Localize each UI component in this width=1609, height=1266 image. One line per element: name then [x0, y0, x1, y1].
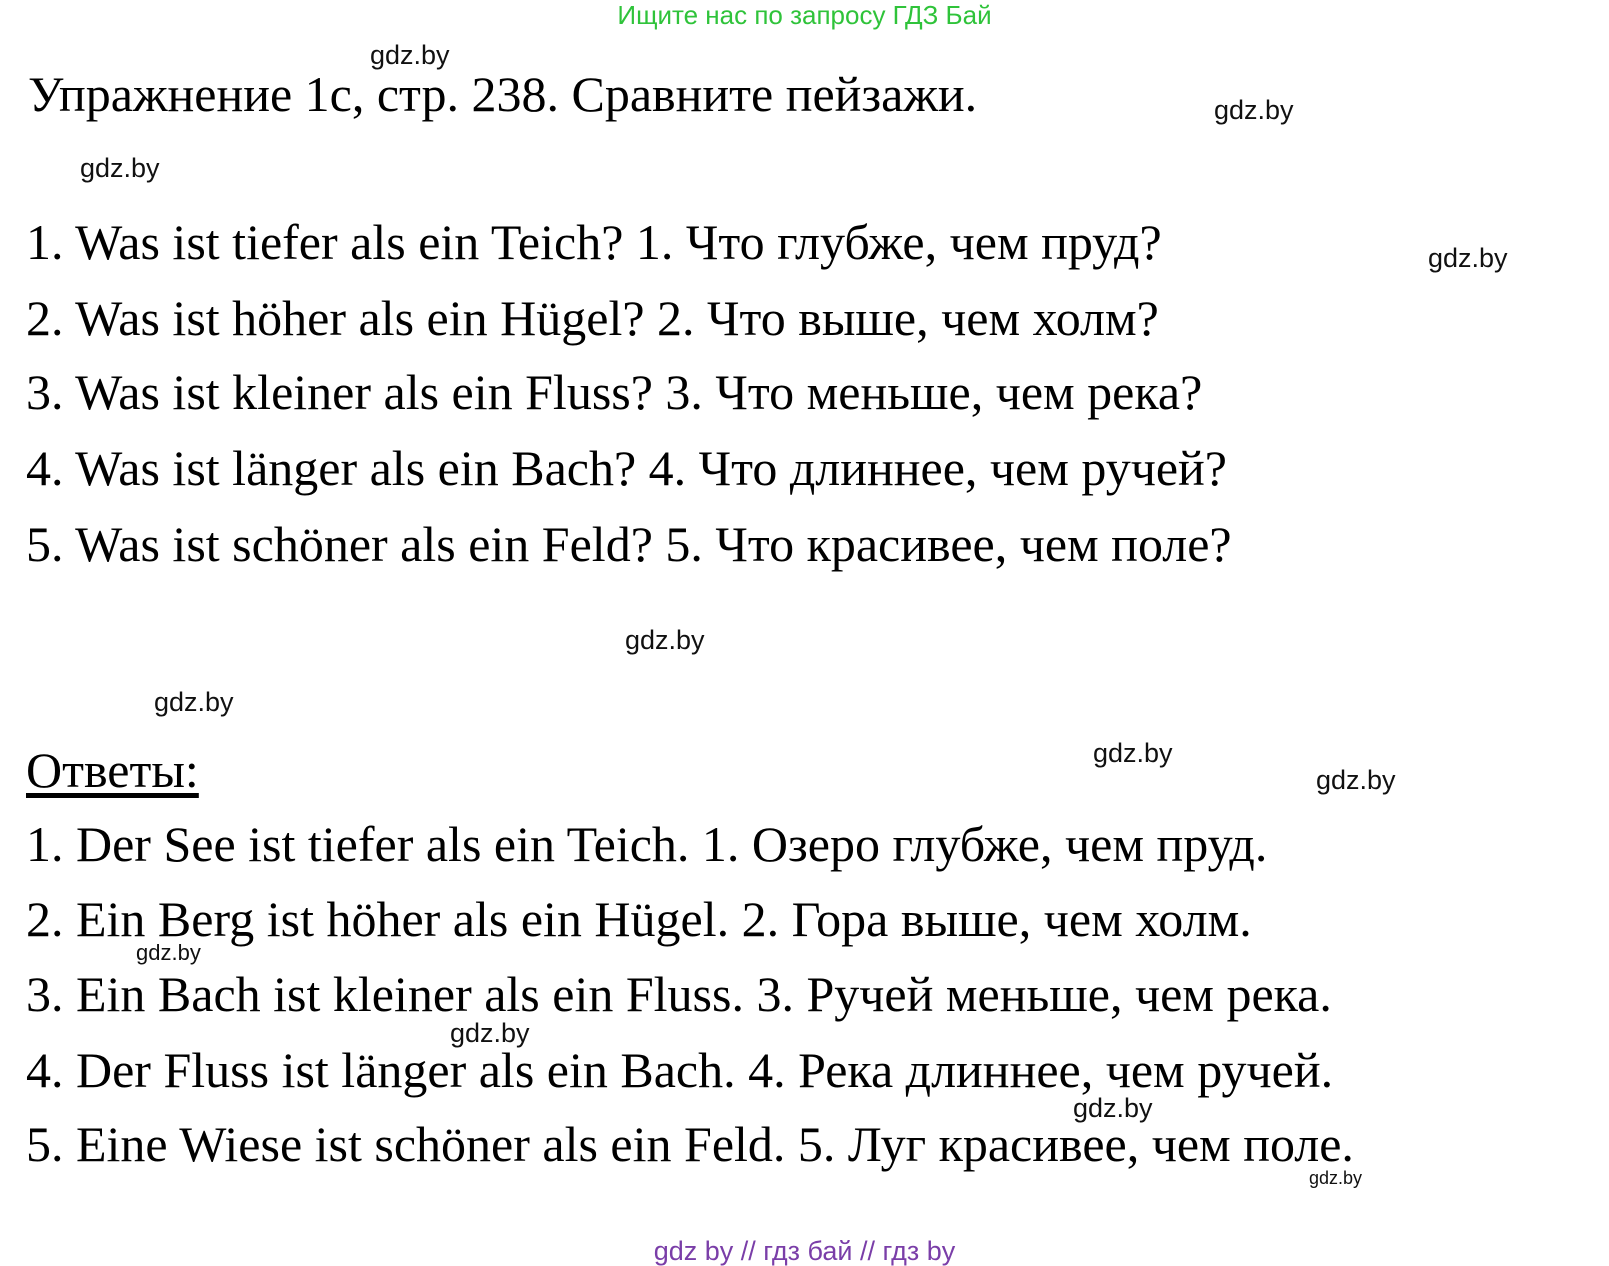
answers-heading: Ответы: — [26, 742, 199, 798]
exercise-title: Упражнение 1с, стр. 238. Сравните пейзажи. — [28, 66, 978, 122]
watermark: gdz.by — [136, 940, 201, 965]
watermark: gdz.by — [154, 687, 234, 717]
watermark: gdz.by — [80, 153, 160, 183]
answer-2: 2. Ein Berg ist höher als ein Hügel. 2. Гора выше, чем холм. — [26, 891, 1252, 947]
watermark: gdz.by — [1073, 1093, 1153, 1123]
question-4: 4. Was ist länger als ein Bach? 4. Что длиннее, чем ручей? — [26, 440, 1228, 496]
answer-4: 4. Der Fluss ist länger als ein Bach. 4. Река длиннее, чем ручей. — [26, 1042, 1334, 1098]
question-3: 3. Was ist kleiner als ein Fluss? 3. Что меньше, чем река? — [26, 364, 1203, 420]
watermark: gdz.by — [1214, 95, 1294, 125]
top-banner: Ищите нас по запросу ГДЗ Бай — [617, 0, 992, 30]
watermark: gdz.by — [1428, 243, 1508, 273]
answer-3: 3. Ein Bach ist kleiner als ein Fluss. 3. Ручей меньше, чем река. — [26, 966, 1332, 1022]
bottom-banner: gdz by // гдз бай // гдз by — [653, 1236, 956, 1266]
watermark: gdz.by — [1316, 765, 1396, 795]
question-1: 1. Was ist tiefer als ein Teich? 1. Что глубже, чем пруд? — [26, 214, 1162, 270]
watermark: gdz.by — [450, 1018, 530, 1048]
watermark: gdz.by — [370, 40, 450, 70]
question-5: 5. Was ist schöner als ein Feld? 5. Что красивее, чем поле? — [26, 516, 1232, 572]
question-2: 2. Was ist höher als ein Hügel? 2. Что выше, чем холм? — [26, 290, 1159, 346]
watermark: gdz.by — [1309, 1168, 1363, 1188]
watermark: gdz.by — [625, 625, 705, 655]
answer-5: 5. Eine Wiese ist schöner als ein Feld. 5. Луг красивее, чем поле. — [26, 1116, 1354, 1172]
answer-1: 1. Der See ist tiefer als ein Teich. 1. Озеро глубже, чем пруд. — [26, 816, 1268, 872]
watermark: gdz.by — [1093, 738, 1173, 768]
